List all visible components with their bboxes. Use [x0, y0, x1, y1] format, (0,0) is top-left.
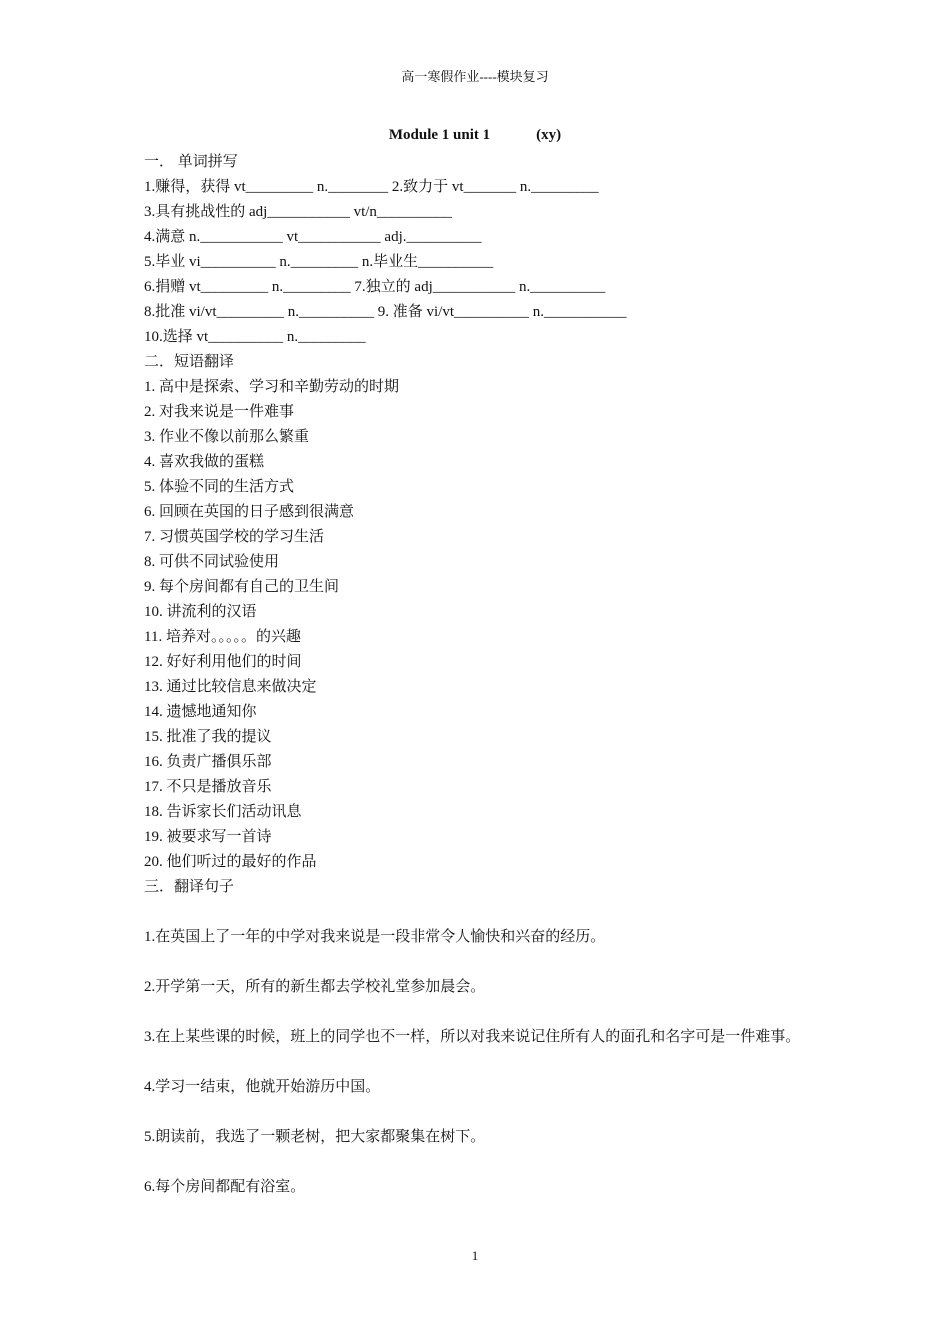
document-body	[144, 150, 814, 1200]
section3-heading: 三．翻译句子	[144, 879, 235, 895]
section1-heading: 一． 单词拼写	[144, 154, 238, 170]
page-header: 高一寒假作业----模块复习	[401, 69, 549, 84]
page-number: 1	[471, 1248, 479, 1263]
section2-heading: 二．短语翻译	[144, 354, 235, 370]
sentence-item: 1.在英国上了一年的中学对我来说是一段非常令人愉快和兴奋的经历。	[144, 929, 606, 945]
title-suffix: (xy)	[536, 127, 562, 143]
phrase-item: 11. 培养对。。。。。的兴趣	[144, 629, 301, 645]
vocab-line: 4.满意 n.___________ vt___________ adj.__________	[144, 229, 482, 245]
vocab-line: 1.赚得，获得 vt_________ n.________ 2.致力于 vt_______ n._________	[144, 179, 599, 195]
phrase-item: 12. 好好利用他们的时间	[144, 654, 302, 670]
phrase-item: 17. 不只是播放音乐	[144, 779, 272, 795]
vocab-line: 10.选择 vt__________ n._________	[144, 329, 366, 345]
title-main: Module 1 unit 1	[388, 127, 491, 143]
phrase-item: 14. 遗憾地通知你	[144, 704, 257, 720]
document-title	[0, 127, 950, 144]
sentence-item: 3.在上某些课的时候，班上的同学也不一样，所以对我来说记住所有人的面孔和名字可是一件难事。	[144, 1029, 801, 1045]
phrase-item: 16. 负责广播俱乐部	[144, 754, 272, 770]
phrase-item: 7. 习惯英国学校的学习生活	[144, 529, 325, 545]
sentence-item: 5.朗读前，我选了一颗老树，把大家都聚集在树下。	[144, 1129, 486, 1145]
vocab-line: 5.毕业 vi__________ n._________ n.毕业生__________	[144, 254, 494, 270]
sentence-item: 6.每个房间都配有浴室。	[144, 1179, 306, 1195]
phrase-item: 5. 体验不同的生活方式	[144, 479, 295, 495]
phrase-item: 6. 回顾在英国的日子感到很满意	[144, 504, 355, 520]
phrase-item: 1. 高中是探索、学习和辛勤劳动的时期	[144, 379, 400, 395]
phrase-item: 13. 通过比较信息来做决定	[144, 679, 317, 695]
phrase-item: 18. 告诉家长们活动讯息	[144, 804, 302, 820]
phrase-item: 15. 批准了我的提议	[144, 729, 272, 745]
vocab-line: 6.捐赠 vt_________ n._________ 7.独立的 adj___________ n.__________	[144, 279, 606, 295]
phrase-item: 10. 讲流利的汉语	[144, 604, 257, 620]
vocab-line: 8.批准 vi/vt_________ n.__________ 9. 准备 vi/vt__________ n.___________	[144, 304, 627, 320]
phrase-item: 4. 喜欢我做的蛋糕	[144, 454, 265, 470]
phrase-item: 3. 作业不像以前那么繁重	[144, 429, 310, 445]
phrase-item: 8. 可供不同试验使用	[144, 554, 280, 570]
phrase-item: 20. 他们听过的最好的作品	[144, 854, 317, 870]
vocab-line: 3.具有挑战性的 adj___________ vt/n__________	[144, 204, 452, 220]
phrase-item: 2. 对我来说是一件难事	[144, 404, 295, 420]
sentence-item: 2.开学第一天，所有的新生都去学校礼堂参加晨会。	[144, 979, 486, 995]
phrase-item: 19. 被要求写一首诗	[144, 829, 272, 845]
phrase-item: 9. 每个房间都有自己的卫生间	[144, 579, 340, 595]
sentence-item: 4.学习一结束，他就开始游历中国。	[144, 1079, 381, 1095]
